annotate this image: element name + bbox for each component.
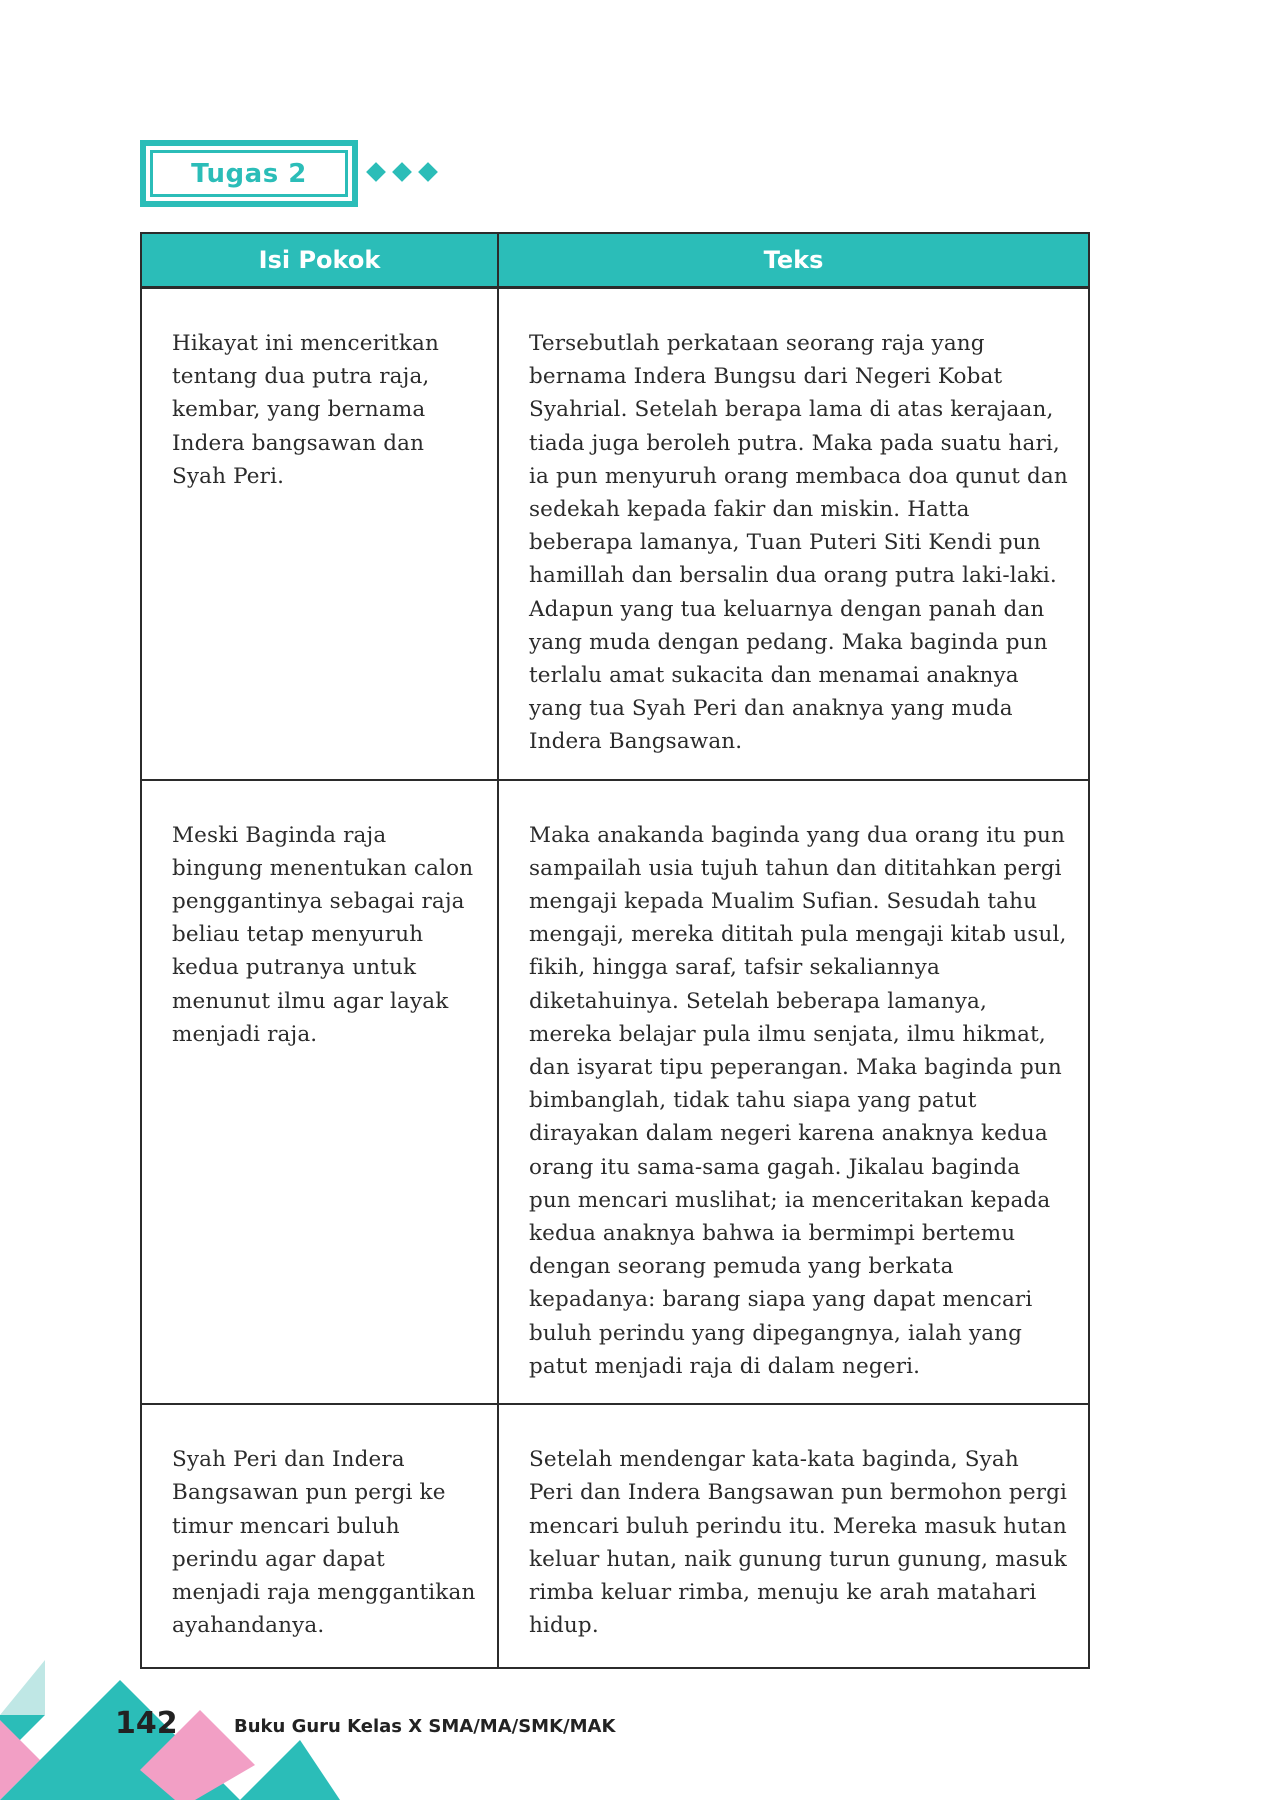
corner-shape-teal-right: [240, 1740, 340, 1800]
table-header-row: [141, 233, 1089, 288]
teks-cell: Setelah mendengar kata-kata baginda, Syah Peri dan Indera Bangsawan pun bermohon pergi mencari buluh perindu itu. Mereka masuk hutan keluar hutan, naik gunung turun gunung, masuk rimba keluar rimba, menuju ke arah matahari hidup.: [498, 1404, 1089, 1668]
diamond-icon: [366, 162, 386, 182]
table-row: [141, 1404, 1089, 1668]
teks-cell: Tersebutlah perkataan seorang raja yang bernama Indera Bungsu dari Negeri Kobat Syahrial. Setelah berapa lama di atas kerajaan, tiada juga beroleh putra. Maka pada suatu hari, ia pun menyuruh orang membaca doa qunut dan sedekah kepada fakir dan miskin. Hatta beberapa lamanya, Tuan Puteri Siti Kendi pun hamillah dan bersalin dua orang putra laki-laki. Adapun yang tua keluarnya dengan panah dan yang muda dengan pedang. Maka baginda pun terlalu amat sukacita dan menamai anaknya yang tua Syah Peri dan anaknya yang muda Indera Bangsawan.: [498, 288, 1089, 780]
book-title: Buku Guru Kelas X SMA/MA/SMK/MAK: [234, 1716, 616, 1737]
isi-pokok-cell: Syah Peri dan Indera Bangsawan pun pergi ke timur mencari buluh perindu agar dapat menjadi raja menggantikan ayahandanya.: [141, 1404, 498, 1668]
table-row: [141, 780, 1089, 1404]
header-teks: Teks: [498, 233, 1089, 288]
task-heading-box: [140, 140, 358, 207]
diamond-icon: [418, 162, 438, 182]
corner-shape-light: [0, 1660, 45, 1715]
header-isi-pokok: Isi Pokok: [141, 233, 498, 288]
diamond-ornament: [366, 161, 438, 183]
table-row: [141, 288, 1089, 780]
content-table: [140, 232, 1090, 1669]
task-box-inner-border: [150, 150, 348, 197]
isi-pokok-cell: Hikayat ini menceritkan tentang dua putra raja, kembar, yang bernama Indera bangsawan dan Syah Peri.: [141, 288, 498, 780]
task-heading-label: Tugas 2: [191, 158, 307, 189]
diamond-icon: [392, 162, 412, 182]
teks-cell: Maka anakanda baginda yang dua orang itu pun sampailah usia tujuh tahun dan dititahkan pergi mengaji kepada Mualim Sufian. Sesudah tahu mengaji, mereka dititah pula mengaji kitab usul, fikih, hingga saraf, tafsir sekaliannya diketahuinya. Setelah beberapa lamanya, mereka belajar pula ilmu senjata, ilmu hikmat, dan isyarat tipu peperangan. Maka baginda pun bimbanglah, tidak tahu siapa yang patut dirayakan dalam negeri karena anaknya kedua orang itu sama-sama gagah. Jikalau baginda pun mencari muslihat; ia menceritakan kepada kedua anaknya bahwa ia bermimpi bertemu dengan seorang pemuda yang berkata kepadanya: barang siapa yang dapat mencari buluh perindu yang dipegangnya, ialah yang patut menjadi raja di dalam negeri.: [498, 780, 1089, 1404]
page-number: 142: [115, 1706, 178, 1741]
isi-pokok-cell: Meski Baginda raja bingung menentukan calon penggantinya sebagai raja beliau tetap menyuruh kedua putranya untuk menunut ilmu agar layak menjadi raja.: [141, 780, 498, 1404]
